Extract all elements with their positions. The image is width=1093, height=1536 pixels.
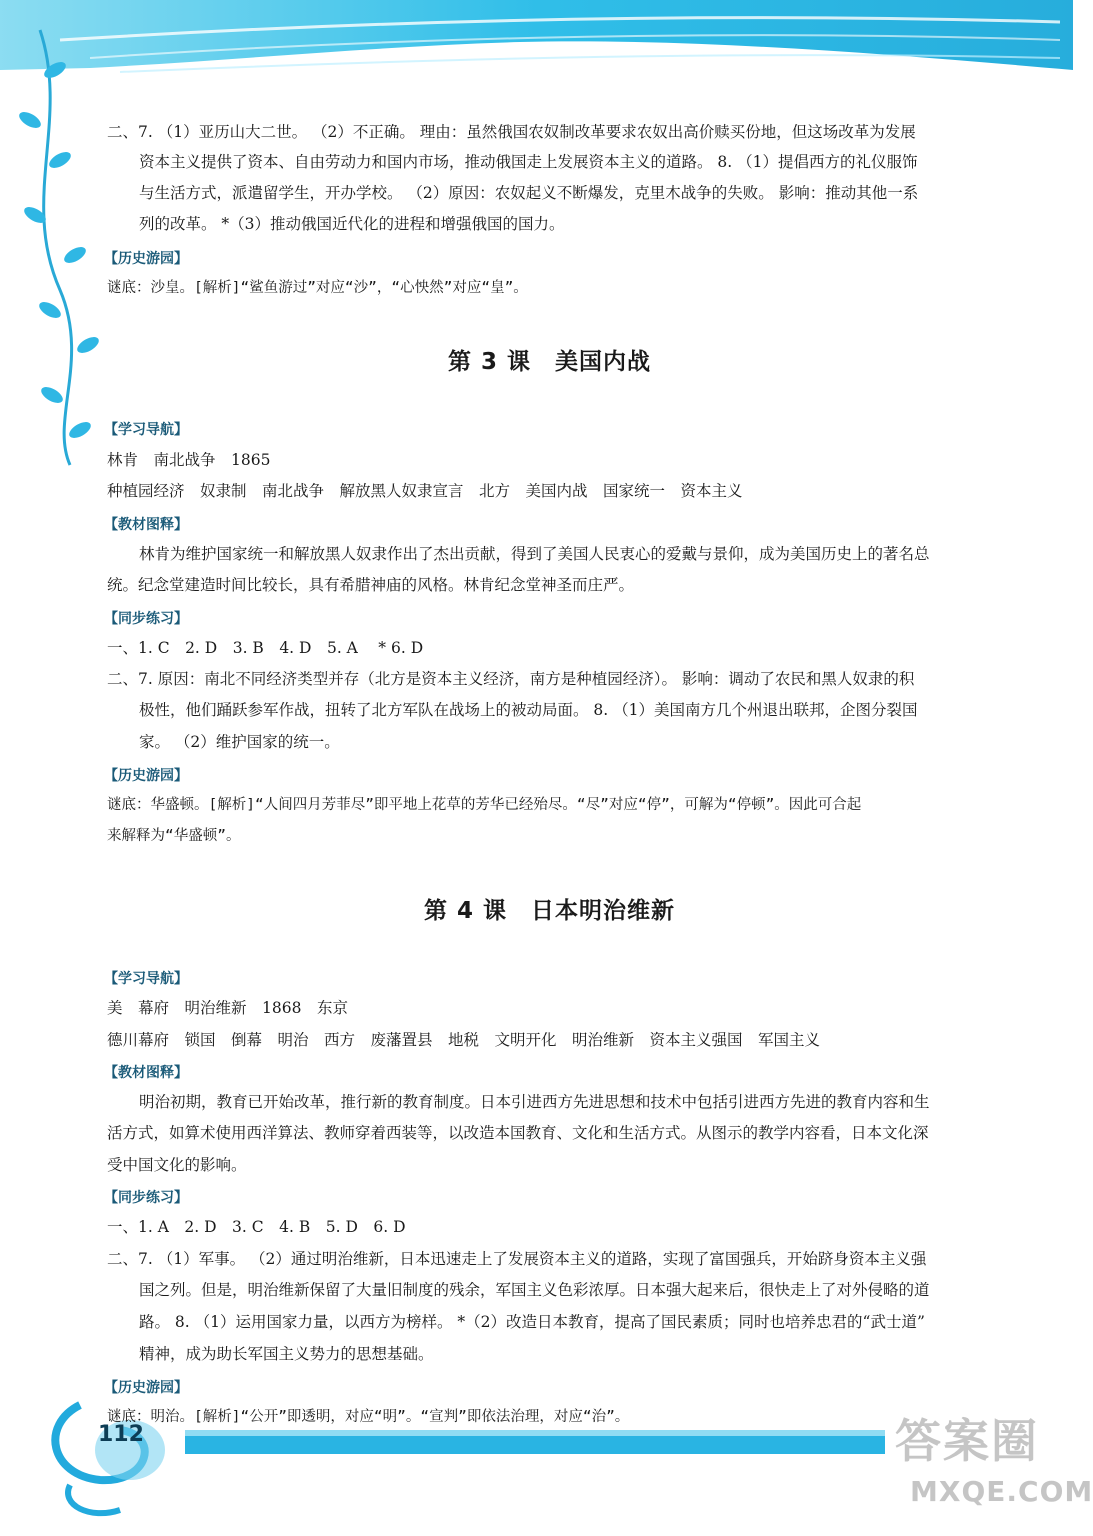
answer-line: 与生活方式，派遣留学生，开办学校。 （2）原因：农奴起义不断爆发，克里木战争的失败。 影响：推动其他一系 <box>139 184 919 202</box>
lesson-title: 第 3 课 美国内战 <box>448 349 652 375</box>
section-tag-figure: 【教材图释】 <box>104 517 188 533</box>
figure-line: 活方式，如算术使用西洋算法、教师穿着西装等，以改造本国教育、文化和生活方式。从图示的教学内容看，日本文化深 <box>107 1124 929 1142</box>
section-tag-history: 【历史游园】 <box>104 768 188 784</box>
answer-line: 路。 8. （1）运用国家力量，以西方为榜样。 *（2）改造日本教育，提高了国民素质；同时也培养忠君的“武士道” <box>139 1313 925 1331</box>
figure-line: 受中国文化的影响。 <box>107 1156 247 1174</box>
mc-answers: 一、1. A 2. D 3. C 4. B 5. D 6. D <box>107 1218 406 1236</box>
section-tag-history: 【历史游园】 <box>104 251 188 267</box>
figure-line: 明治初期，教育已开始改革，推行新的教育制度。日本引进西方先进思想和技术中包括引进西方先进的教育内容和生 <box>139 1093 930 1111</box>
vine-decoration <box>0 0 120 470</box>
watermark-url: MXQE.COM <box>910 1475 1093 1508</box>
answer-line: 国之列。但是，明治维新保留了大量旧制度的残余，军国主义色彩浓厚。日本强大起来后，很快走上了对外侵略的道 <box>139 1281 930 1299</box>
watermark-logo-text: 答案圈 <box>895 1414 1039 1468</box>
answer-line: 二、7. 原因：南北不同经济类型并存（北方是资本主义经济，南方是种植园经济）。 影响：调动了农民和黑人奴隶的积 <box>107 670 915 688</box>
page-number: 112 <box>98 1422 144 1447</box>
answer-line: 精神，成为助长军国主义势力的思想基础。 <box>139 1345 434 1363</box>
lesson-title: 第 4 课 日本明治维新 <box>424 898 676 924</box>
riddle-line: 谜底：沙皇。[解析]“鲨鱼游过”对应“沙”，“心怏然”对应“皇”。 <box>107 280 528 296</box>
mc-answers: 一、1. C 2. D 3. B 4. D 5. A * 6. D <box>107 639 424 657</box>
riddle-line: 谜底：明治。[解析]“公开”即透明，对应“明”。“宣判”即依法治理，对应“治”。 <box>107 1409 630 1425</box>
section-tag-guide: 【学习导航】 <box>104 971 188 987</box>
top-wave-decoration <box>0 0 1073 90</box>
guide-line: 美 幕府 明治维新 1868 东京 <box>107 999 348 1017</box>
guide-line: 种植园经济 奴隶制 南北战争 解放黑人奴隶宣言 北方 美国内战 国家统一 资本主义 <box>107 482 743 500</box>
answer-line: 二、7. （1）军事。 （2）通过明治维新，日本迅速走上了发展资本主义的道路，实现了富国强兵，开始跻身资本主义强 <box>107 1250 927 1268</box>
riddle-line: 谜底：华盛顿。[解析]“人间四月芳菲尽”即平地上花草的芳华已经殆尽。“尽”对应“停”，可解为“停顿”。因此可合起 <box>107 797 862 813</box>
guide-line: 德川幕府 锁国 倒幕 明治 西方 废藩置县 地税 文明开化 明治维新 资本主义强国 军国主义 <box>107 1031 821 1049</box>
section-tag-practice: 【同步练习】 <box>104 1190 188 1206</box>
figure-line: 统。纪念堂建造时间比较长，具有希腊神庙的风格。林肯纪念堂神圣而庄严。 <box>107 576 635 594</box>
answer-line: 列的改革。 *（3）推动俄国近代化的进程和增强俄国的国力。 <box>139 215 565 233</box>
answer-line: 极性，他们踊跃参军作战，扭转了北方军队在战场上的被动局面。 8. （1）美国南方几个州退出联邦，企图分裂国 <box>139 701 918 719</box>
guide-line: 林肯 南北战争 1865 <box>107 451 271 469</box>
section-tag-figure: 【教材图释】 <box>104 1065 188 1081</box>
answer-line: 资本主义提供了资本、自由劳动力和国内市场，推动俄国走上发展资本主义的道路。 8. （1）提倡西方的礼仪服饰 <box>139 153 918 171</box>
answer-line: 二、7. （1）亚历山大二世。 （2）不正确。 理由：虽然俄国农奴制改革要求农奴出高价赎买份地，但这场改革为发展 <box>107 123 916 141</box>
answer-line: 家。 （2）维护国家的统一。 <box>139 733 340 751</box>
section-tag-guide: 【学习导航】 <box>104 422 188 438</box>
riddle-line: 来解释为“华盛顿”。 <box>107 828 241 844</box>
figure-line: 林肯为维护国家统一和解放黑人奴隶作出了杰出贡献，得到了美国人民衷心的爱戴与景仰，成为美国历史上的著名总 <box>139 545 930 563</box>
section-tag-practice: 【同步练习】 <box>104 611 188 627</box>
section-tag-history: 【历史游园】 <box>104 1380 188 1396</box>
